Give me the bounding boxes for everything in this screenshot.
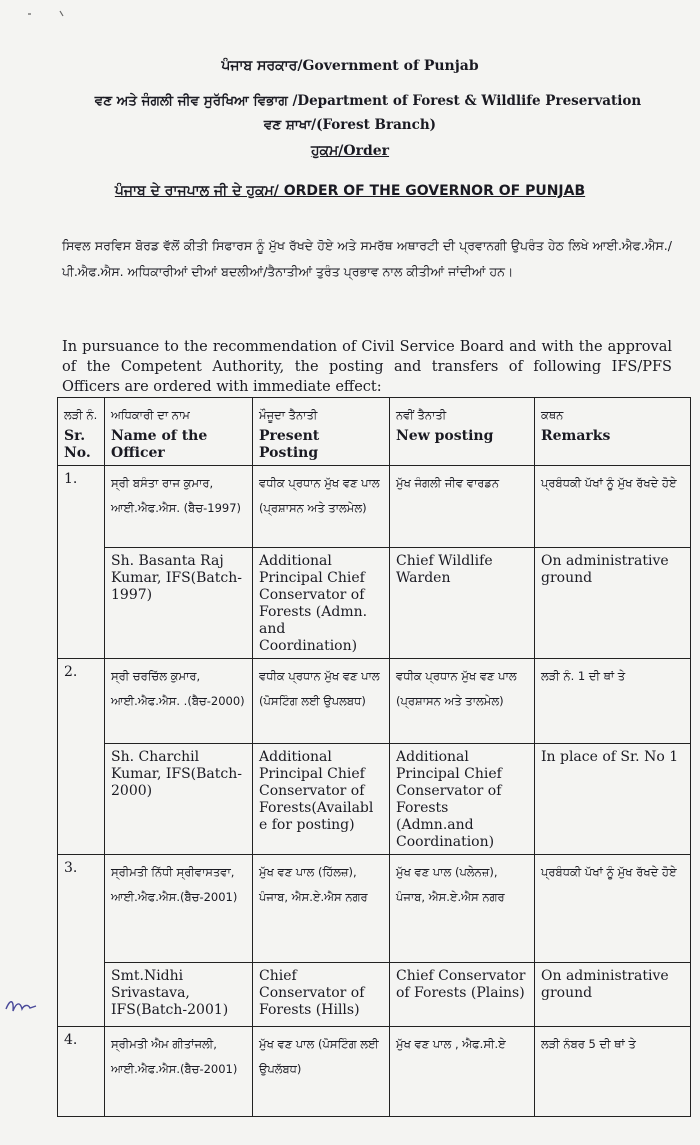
transfer-table	[57, 397, 691, 1117]
new-pa-cell: ਮੁੱਖ ਵਣ ਪਾਲ , ਐਫ.ਸੀ.ਏ	[390, 1027, 535, 1117]
sr-no-cell: 3.	[58, 855, 105, 1027]
header-new: ਨਵੀਂ ਤੈਨਾਤੀ New posting	[390, 398, 535, 466]
remarks-en-cell: In place of Sr. No 1	[535, 744, 691, 855]
order-heading: ਹੁਕਮ/Order	[310, 143, 390, 159]
new-pa-cell: ਮੁੱਖ ਵਣ ਪਾਲ (ਪਲੇਨਜ਼), ਪੰਜਾਬ, ਐਸ.ਏ.ਐਸ ਨਗਰ	[390, 855, 535, 963]
name-pa-cell: ਸ੍ਰੀ ਚਰਚਿੱਲ ਕੁਮਾਰ, ਆਈ.ਐਫ.ਐਸ. .(ਬੈਚ-2000)	[105, 659, 253, 744]
new-en-cell: Additional Principal Chief Conservator of Forests (Admn.and Coordination)	[390, 744, 535, 855]
table-row	[58, 855, 691, 963]
header-sr: ਲੜੀ ਨੰ. Sr. No.	[58, 398, 105, 466]
present-pa-cell: ਵਧੀਕ ਪ੍ਰਧਾਨ ਮੁੱਖ ਵਣ ਪਾਲ (ਪੋਸਟਿੰਗ ਲਈ ਉਪਲਬਧ)	[253, 659, 390, 744]
new-en-cell: Chief Wildlife Warden	[390, 548, 535, 659]
present-pa-cell: ਮੁੱਖ ਵਣ ਪਾਲ (ਪੋਸਟਿੰਗ ਲਈ ਉਪਲੱਬਧ)	[253, 1027, 390, 1117]
name-pa-cell: ਸ੍ਰੀਮਤੀ ਐਮ ਗੀਤਾਂਜਲੀ, ਆਈ.ਐਫ.ਐਸ.(ਬੈਚ-2001)	[105, 1027, 253, 1117]
table-row	[58, 744, 691, 855]
table-row	[58, 548, 691, 659]
signature-scribble-icon	[4, 995, 38, 1017]
name-en-cell: Sh. Basanta Raj Kumar, IFS(Batch-1997)	[105, 548, 253, 659]
remarks-pa-cell: ਪ੍ਰਬੰਧਕੀ ਪੱਖਾਂ ਨੂੰ ਮੁੱਖ ਰੱਖਦੇ ਹੋਏ	[535, 466, 691, 548]
header-present: ਮੌਜੂਦਾ ਤੈਨਾਤੀ Present Posting	[253, 398, 390, 466]
name-en-cell: Smt.Nidhi Srivastava, IFS(Batch-2001)	[105, 963, 253, 1027]
present-pa-cell: ਮੁੱਖ ਵਣ ਪਾਲ (ਹਿੱਲਜ਼), ਪੰਜਾਬ, ਐਸ.ਏ.ਐਸ ਨਗਰ	[253, 855, 390, 963]
remarks-pa-cell: ਲੜੀ ਨੰ. 1 ਦੀ ਥਾਂ ਤੇ	[535, 659, 691, 744]
header-name: ਅਧਿਕਾਰੀ ਦਾ ਨਾਮ Name of the Officer	[105, 398, 253, 466]
sr-no-cell: 4.	[58, 1027, 105, 1117]
table-row	[58, 466, 691, 548]
sr-no-cell: 1.	[58, 466, 105, 659]
name-en-cell: Sh. Charchil Kumar, IFS(Batch-2000)	[105, 744, 253, 855]
margin-signature	[4, 995, 38, 1021]
remarks-en-cell: On administrative ground	[535, 548, 691, 659]
table-row	[58, 659, 691, 744]
scan-mark-icon	[26, 8, 66, 18]
branch-heading: ਵਣ ਸ਼ਾਖਾ/(Forest Branch)	[263, 117, 437, 133]
table-header-row	[58, 398, 691, 466]
new-pa-cell: ਮੁੱਖ ਜੰਗਲੀ ਜੀਵ ਵਾਰਡਨ	[390, 466, 535, 548]
header-remarks: ਕਥਨ Remarks	[535, 398, 691, 466]
table-row	[58, 1027, 691, 1117]
department-heading: ਵਣ ਅਤੇ ਜੰਗਲੀ ਜੀਵ ਸੁਰੱਖਿਆ ਵਿਭਾਗ /Department of Forest & Wildlife Preservation	[94, 93, 642, 109]
intro-english: In pursuance to the recommendation of Civil Service Board and with the approval of the Competent Authority, the posting and transfers of following IFS/PFS Officers are ordered with immediate effect:	[62, 339, 672, 395]
sr-no-cell: 2.	[58, 659, 105, 855]
new-pa-cell: ਵਧੀਕ ਪ੍ਰਧਾਨ ਮੁੱਖ ਵਣ ਪਾਲ (ਪ੍ਰਸ਼ਾਸਨ ਅਤੇ ਤਾਲਮੇਲ)	[390, 659, 535, 744]
intro-punjabi: ਸਿਵਲ ਸਰਵਿਸ ਬੋਰਡ ਵੱਲੋਂ ਕੀਤੀ ਸਿਫਾਰਸ ਨੂੰ ਮੁੱਖ ਰੱਖਦੇ ਹੋਏ ਅਤੇ ਸਮਰੱਥ ਅਥਾਰਟੀ ਦੀ ਪ੍ਰਵਾਨਗੀ ਉਪਰੰਤ ਹੇਠ ਲਿਖੇ ਆਈ.ਐਫ.ਐਸ./ਪੀ.ਐਫ.ਐਸ. ਅਧਿਕਾਰੀਆਂ ਦੀਆਂ ਬਦਲੀਆਂ/ਤੈਨਾਤੀਆਂ ਤੁਰੰਤ ਪ੍ਰਭਾਵ ਨਾਲ ਕੀਤੀਆਂ ਜਾਂਦੀਆਂ ਹਨ।	[62, 238, 672, 279]
remarks-en-cell: On administrative ground	[535, 963, 691, 1027]
present-en-cell: Additional Principal Chief Conservator of Forests (Admn. and Coordination)	[253, 548, 390, 659]
present-pa-cell: ਵਧੀਕ ਪ੍ਰਧਾਨ ਮੁੱਖ ਵਣ ਪਾਲ (ਪ੍ਰਸ਼ਾਸਨ ਅਤੇ ਤਾਲਮੇਲ)	[253, 466, 390, 548]
present-en-cell: Chief Conservator of Forests (Hills)	[253, 963, 390, 1027]
governor-order-heading: ਪੰਜਾਬ ਦੇ ਰਾਜਪਾਲ ਜੀ ਦੇ ਹੁਕਮ/ ORDER OF THE GOVERNOR OF PUNJAB	[114, 183, 586, 199]
new-en-cell: Chief Conservator of Forests (Plains)	[390, 963, 535, 1027]
scan-mark	[26, 8, 66, 21]
remarks-pa-cell: ਪ੍ਰਬੰਧਕੀ ਪੱਖਾਂ ਨੂੰ ਮੁੱਖ ਰੱਖਦੇ ਹੋਏ	[535, 855, 691, 963]
remarks-pa-cell: ਲੜੀ ਨੰਬਰ 5 ਦੀ ਥਾਂ ਤੇ	[535, 1027, 691, 1117]
present-en-cell: Additional Principal Chief Conservator of Forests(Availabl e for posting)	[253, 744, 390, 855]
name-pa-cell: ਸ੍ਰੀਮਤੀ ਨਿੱਧੀ ਸ੍ਰੀਵਾਸਤਵਾ, ਆਈ.ਐਫ.ਐਸ.(ਬੈਚ-2001)	[105, 855, 253, 963]
government-heading: ਪੰਜਾਬ ਸਰਕਾਰ/Government of Punjab	[221, 58, 479, 74]
table-row	[58, 963, 691, 1027]
name-pa-cell: ਸ੍ਰੀ ਬਸੰਤਾ ਰਾਜ ਕੁਮਾਰ, ਆਈ.ਐਫ.ਐਸ. (ਬੈਚ-1997)	[105, 466, 253, 548]
